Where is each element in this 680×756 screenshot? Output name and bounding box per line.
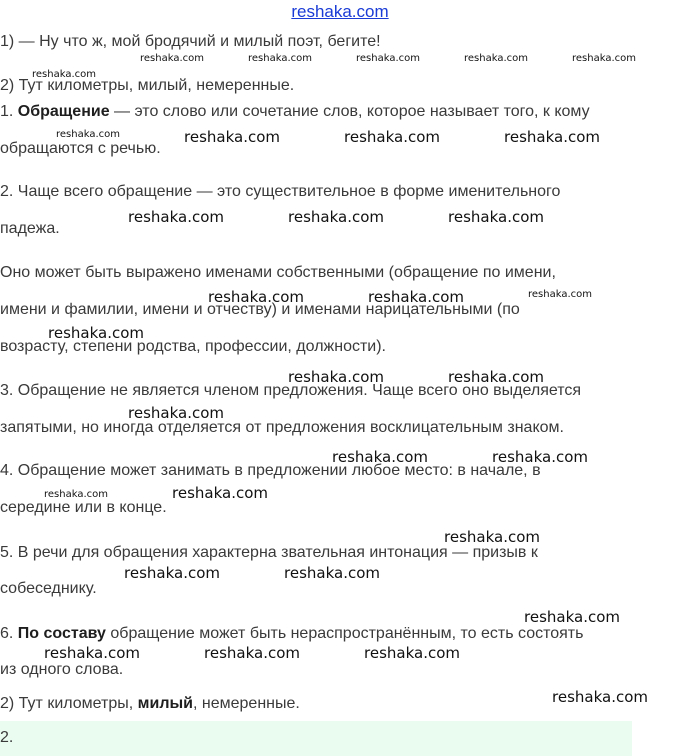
example-sentence-1: 1) — Ну что ж, мой бродячий и милый поэт, бегите! (0, 33, 381, 50)
watermark: reshaka.com (56, 129, 120, 140)
term-obrashchenie: Обращение (17, 103, 110, 120)
watermark: reshaka.com (44, 489, 108, 500)
watermark: reshaka.com (44, 644, 140, 662)
watermark: reshaka.com (208, 288, 304, 306)
watermark: reshaka.com (524, 608, 620, 626)
watermark: reshaka.com (184, 128, 280, 146)
watermark: reshaka.com (492, 448, 588, 466)
watermark: reshaka.com (364, 644, 460, 662)
watermark: reshaka.com (204, 644, 300, 662)
watermark: reshaka.com (128, 208, 224, 226)
rule-5-line-1: 5. В речи для обращения характерна звательная интонация — призыв к (0, 544, 538, 561)
rule-2b-line-2: имени и фамилии, имени и отчеству) и именами нарицательными (по (0, 301, 520, 318)
example-sentence-2-marked: 2) Тут километры, милый, немеренные. (0, 695, 300, 712)
watermark: reshaka.com (444, 528, 540, 546)
rule-3-line-1: 3. Обращение не является членом предложения. Чаще всего оно выделяется (0, 382, 582, 399)
rule-5-line-2: собеседнику. (0, 580, 97, 597)
watermark: reshaka.com (284, 564, 380, 582)
answer-box-label: 2. (0, 729, 14, 746)
watermark: reshaka.com (48, 324, 144, 342)
rule-2b-line-1: Оно может быть выражено именами собственными (обращение по имени, (0, 264, 556, 281)
rule-2-line-1: 2. Чаще всего обращение — это существительное в форме именительного (0, 183, 561, 200)
watermark: reshaka.com (572, 53, 636, 64)
rule-3-line-2: запятыми, но иногда отделяется от предложения восклицательным знаком. (0, 419, 564, 436)
rule-4-line-2: середине или в конце. (0, 499, 167, 516)
watermark: reshaka.com (332, 448, 428, 466)
rule-6-line-2: из одного слова. (0, 661, 124, 678)
watermark: reshaka.com (288, 208, 384, 226)
watermark: reshaka.com (356, 53, 420, 64)
watermark: reshaka.com (124, 564, 220, 582)
term-milyi: милый (137, 695, 193, 712)
watermark: reshaka.com (464, 53, 528, 64)
site-header-link[interactable]: reshaka.com (291, 2, 389, 21)
rule-4-line-1: 4. Обращение может занимать в предложении любое место: в начале, в (0, 462, 541, 479)
rule-2-line-2: падежа. (0, 220, 60, 237)
watermark: reshaka.com (448, 208, 544, 226)
answer-box (0, 721, 632, 756)
watermark: reshaka.com (172, 484, 268, 502)
watermark: reshaka.com (528, 289, 592, 300)
watermark: reshaka.com (288, 368, 384, 386)
watermark: reshaka.com (140, 53, 204, 64)
watermark: reshaka.com (368, 288, 464, 306)
watermark: reshaka.com (448, 368, 544, 386)
watermark: reshaka.com (344, 128, 440, 146)
rule-1-line-2: обращаются с речью. (0, 140, 161, 157)
term-po-sostavu: По составу (17, 625, 106, 642)
watermark: reshaka.com (128, 404, 224, 422)
watermark: reshaka.com (504, 128, 600, 146)
watermark: reshaka.com (32, 69, 96, 80)
rule-1-line-1: 1. Обращение — это слово или сочетание слов, которое называет того, к кому (0, 103, 590, 120)
watermark: reshaka.com (552, 688, 648, 706)
rule-2b-line-3: возрасту, степени родства, профессии, должности). (0, 338, 386, 355)
rule-6-line-1: 6. По составу обращение может быть нераспространённым, то есть состоять (0, 625, 584, 642)
watermark: reshaka.com (248, 53, 312, 64)
example-sentence-2: 2) Тут километры, милый, немеренные. (0, 77, 295, 94)
